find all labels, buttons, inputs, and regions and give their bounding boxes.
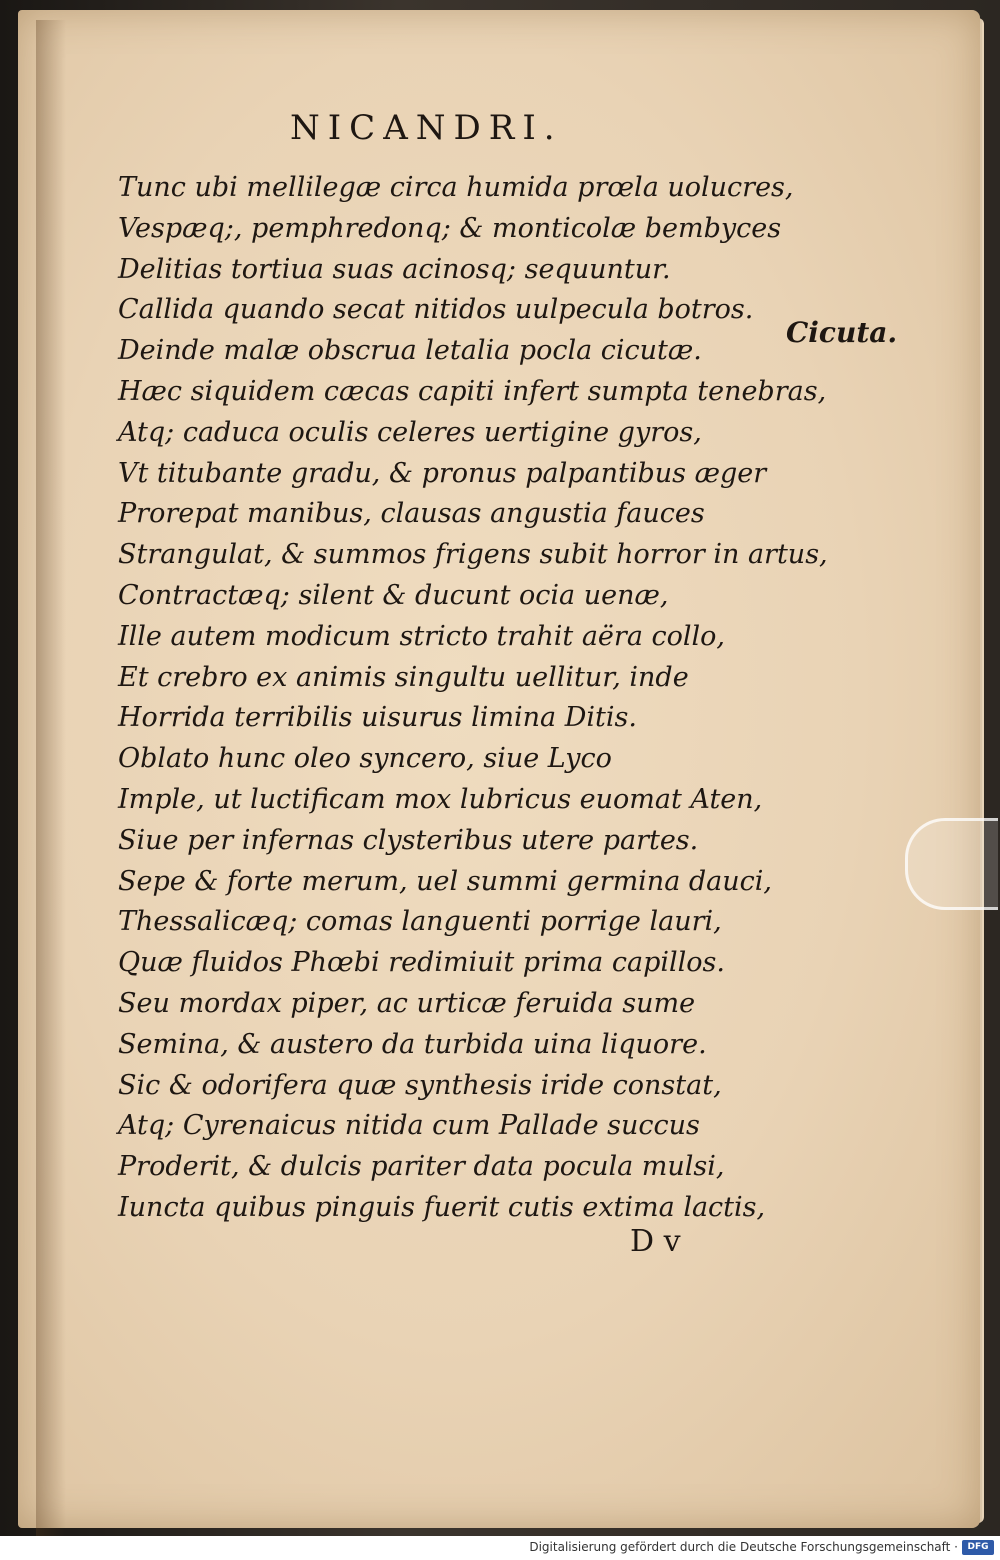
page-clip — [905, 818, 998, 910]
verse-line: Contractæq; silent & ducunt ocia uenæ, — [118, 579, 669, 611]
verse-line: Siue per infernas clysteribus utere partes. — [118, 824, 699, 856]
verse-line: Strangulat, & summos frigens subit horror in artus, — [118, 539, 828, 571]
verse-line: Sepe & forte merum, uel summi germina dauci, — [118, 865, 772, 897]
verse-line: Iuncta quibus pinguis fuerit cutis extima lactis, — [118, 1191, 766, 1223]
binding-shadow — [36, 20, 66, 1538]
verse-line: Semina, & austero da turbida uina liquore. — [118, 1028, 707, 1060]
verse-line: Hæc siquidem cæcas capiti infert sumpta tenebras, — [118, 375, 827, 407]
verse-line: Tunc ubi mellilegæ circa humida prœla uolucres, — [118, 172, 794, 203]
verse-line: Deinde malæ obscrua letalia pocla cicutæ. — [118, 335, 702, 367]
verse-line: Atq; Cyrenaicus nitida cum Pallade succus — [118, 1110, 700, 1142]
verse-line: Vt titubante gradu, & pronus palpantibus æger — [118, 457, 767, 489]
running-header: NICANDRI. — [290, 108, 563, 148]
verse-line: Proderit, & dulcis pariter data pocula mulsi, — [118, 1151, 725, 1183]
verse-line: Horrida terribilis uisurus limina Ditis. — [118, 702, 637, 734]
verse-line: Thessalicæq; comas languenti porrige lauri, — [118, 906, 722, 938]
verse-line: Callida quando secat nitidos uulpecula botros. — [118, 294, 754, 326]
verse-line: Imple, ut luctificam mox lubricus euomat Aten, — [118, 783, 763, 815]
footer-credit: Digitalisierung gefördert durch die Deutsche Forschungsgemeinschaft · — [529, 1540, 958, 1554]
dfg-logo-icon: DFG — [962, 1540, 994, 1555]
verse-line: Ille autem modicum stricto trahit aëra collo, — [118, 620, 725, 652]
verse-line: Prorepat manibus, clausas angustia fauces — [118, 498, 705, 530]
verse-line: Delitias tortiua suas acinosq; sequuntur. — [118, 253, 671, 285]
verse-line: Sic & odorifera quæ synthesis iride constat, — [118, 1069, 722, 1101]
footer-bar — [0, 1536, 1000, 1560]
verse-line: Seu mordax piper, ac urticæ feruida sume — [118, 987, 696, 1019]
signature-mark: D v — [630, 1224, 681, 1259]
verse-line: Atq; caduca oculis celeres uertigine gyros, — [118, 416, 702, 448]
verse-line: Quæ fluidos Phœbi redimiuit prima capillos. — [118, 947, 725, 979]
margin-note: Cicuta. — [786, 316, 898, 349]
verse-block — [118, 168, 828, 1229]
verse-line: Vespæq;, pemphredonq; & monticolæ bembyces — [118, 212, 782, 244]
verse-line: Et crebro ex animis singultu uellitur, inde — [118, 661, 689, 693]
verse-line: Oblato hunc oleo syncero, siue Lyco — [118, 743, 612, 775]
